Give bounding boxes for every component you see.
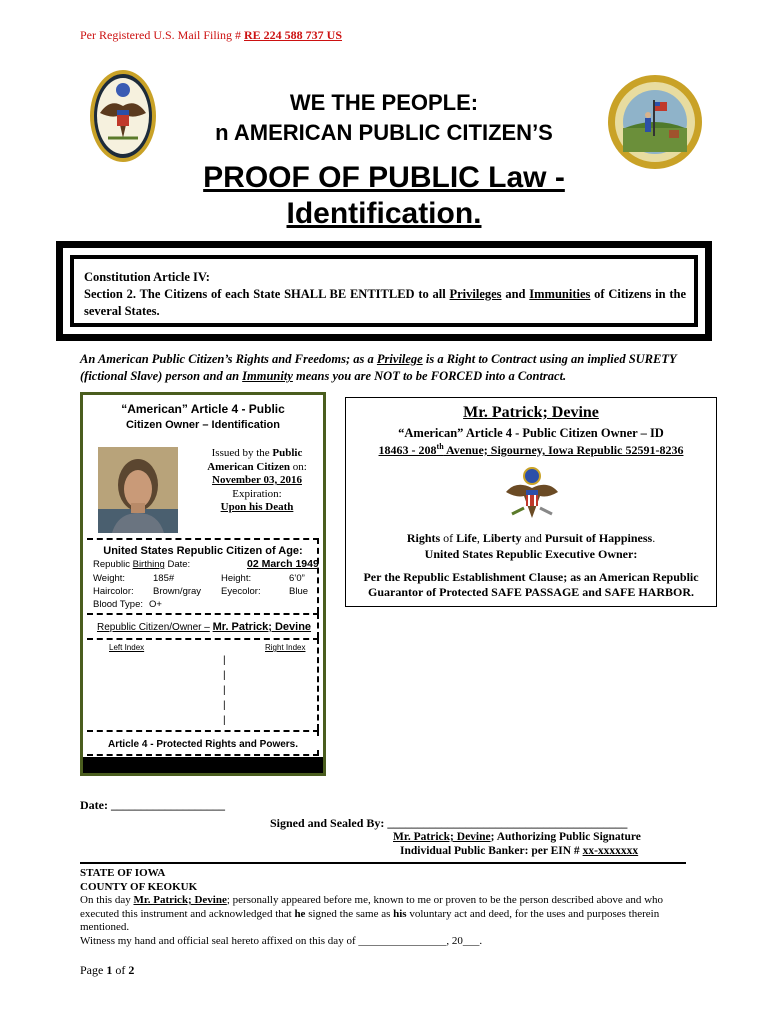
signed-sealed-line[interactable]: Signed and Sealed By: ________________________________________ xyxy=(270,816,628,830)
establishment-clause: Per the Republic Establishment Clause; as an American Republic Guarantor of Protected SAFE PASSAGE and SAFE HARBOR. xyxy=(363,570,699,599)
eagle-seal-icon xyxy=(504,462,560,524)
owner-address: 18463 - 208th Avenue; Sigourney, Iowa Republic 52591-8236 xyxy=(378,442,684,457)
notary-county: COUNTY OF KEOKUK xyxy=(80,880,198,893)
notary-state: STATE OF IOWA xyxy=(80,867,166,879)
blood-value: O+ xyxy=(149,599,162,610)
eye-label: Eyecolor: xyxy=(221,586,261,597)
height-value: 6’0” xyxy=(289,573,305,584)
hair-value: Brown/gray xyxy=(153,586,202,597)
rights-statement: An American Public Citizen’s Rights and Freedoms; as a Privilege is a Right to Contract using an implied SURETY (fictional Slave) person and an Immunity means you are NOT to be FORCED into a Contract. xyxy=(80,352,677,383)
title-line4: Identification. xyxy=(286,197,482,230)
left-index-label: Left Index xyxy=(109,643,145,652)
id-card xyxy=(80,392,326,776)
rights-line: Rights of Life, Liberty and Pursuit of Happiness. xyxy=(406,531,656,545)
filing-number: RE 224 588 737 US xyxy=(244,28,343,42)
title-proof-of-public-law xyxy=(0,160,768,232)
owner-id-box xyxy=(345,397,717,607)
great-seal-icon xyxy=(88,68,158,168)
divider-rule xyxy=(80,862,686,864)
constitution-box xyxy=(56,241,712,341)
owner-line: Republic Citizen/Owner – Mr. Patrick; Devine xyxy=(97,621,312,633)
index-divider: | | | | | xyxy=(223,655,226,726)
portrait-photo xyxy=(98,447,178,533)
weight-value: 185# xyxy=(153,573,175,584)
card-footer xyxy=(83,739,323,773)
hair-label: Haircolor: xyxy=(93,586,134,597)
constitution-text: Section 2. The Citizens of each State SHALL BE ENTITLED to all Privileges and Immunities of Citizens in the several States. xyxy=(84,287,686,318)
signature-name: Mr. Patrick; Devine; Authorizing Public Signature xyxy=(393,831,641,843)
citizen-of-age-label: United States Republic Citizen of Age: xyxy=(103,545,303,557)
eye-value: Blue xyxy=(289,586,309,597)
title-we-the-people: WE THE PEOPLE: xyxy=(289,90,479,115)
weight-label: Weight: xyxy=(93,573,126,584)
owner-name: Mr. Patrick; Devine xyxy=(463,404,599,421)
executive-owner: United States Republic Executive Owner: xyxy=(424,547,638,561)
birth-label: Republic Birthing Date: xyxy=(93,559,191,570)
constitution-heading: Constitution Article IV: xyxy=(84,270,210,284)
birth-value: 02 March 1949 xyxy=(247,558,319,570)
title-american-citizen: n AMERICAN PUBLIC CITIZEN’S xyxy=(215,120,553,145)
title-line3: PROOF OF PUBLIC Law - xyxy=(203,161,565,194)
owner-id-title: “American” Article 4 - Public Citizen Owner – ID xyxy=(398,426,664,440)
filing-line xyxy=(80,28,342,43)
notary-paragraph: On this day Mr. Patrick; Devine; personally appeared before me, known to me or proven to be the person described above and who executed this instrument and acknowledged that he signed the same as his voluntary act and deed, for the uses and purposes therein mentioned. xyxy=(80,894,664,933)
card-footer-text: Article 4 - Protected Rights and Powers. xyxy=(87,739,319,750)
right-index-label: Right Index xyxy=(265,643,306,652)
notary-witness: Witness my hand and official seal hereto affixed on this day of ________________, 20___. xyxy=(80,934,483,947)
issued-info: Issued by the Public American Citizen on: November 03, 2016 Expiration: Upon his Death xyxy=(207,447,307,513)
date-line[interactable]: Date: ___________________ xyxy=(80,798,225,812)
banker-line: Individual Public Banker: per EIN # xx-xxxxxxx xyxy=(400,845,639,857)
blood-label: Blood Type: xyxy=(93,599,144,610)
height-label: Height: xyxy=(221,573,252,584)
filing-label: Per Registered U.S. Mail Filing # xyxy=(80,28,241,42)
card-header-line2: Citizen Owner – Identification xyxy=(125,419,281,431)
card-header-line1: “American” Article 4 - Public xyxy=(121,402,285,416)
notary-block xyxy=(80,867,690,948)
page-number: Page 1 of 2 xyxy=(80,963,135,977)
